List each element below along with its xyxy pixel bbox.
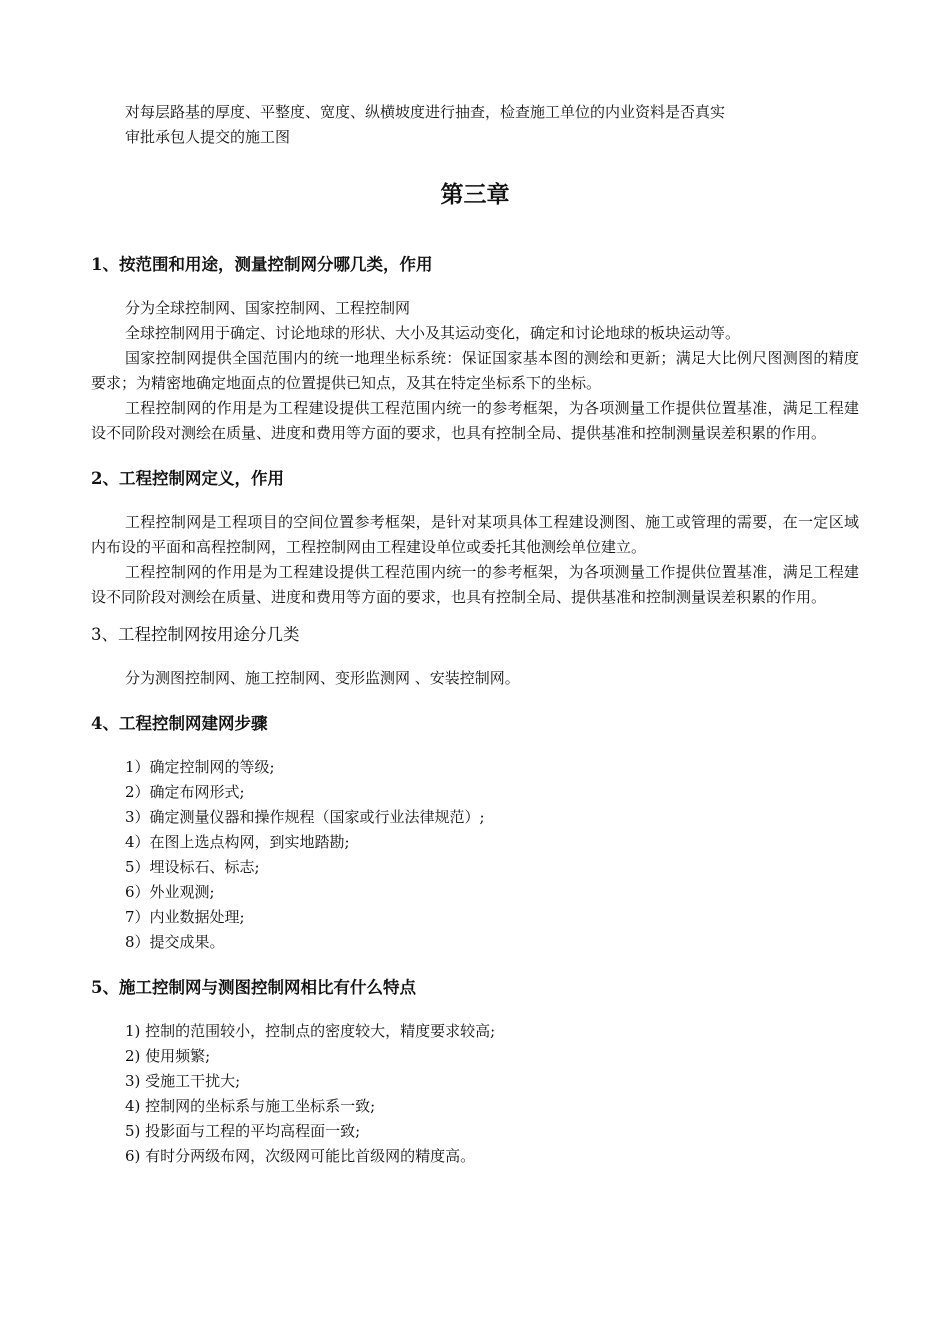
chapter-title: 第三章 <box>440 181 510 208</box>
intro-line: 对每层路基的厚度、平整度、宽度、纵横坡度进行抽查，检查施工单位的内业资料是否真实 <box>125 103 726 121</box>
section-title: 3、工程控制网按用途分几类 <box>91 625 300 644</box>
list-item: 6）外业观测; <box>125 883 215 901</box>
section-title: 5、施工控制网与测图控制网相比有什么特点 <box>91 978 416 997</box>
features-list <box>91 1019 859 1169</box>
paragraph: 分为测图控制网、施工控制网、变形监测网 、安装控制网。 <box>125 669 520 687</box>
list-item: 4) 控制网的坐标系与施工坐标系一致; <box>125 1097 376 1115</box>
intro-line: 审批承包人提交的施工图 <box>125 128 291 146</box>
list-item: 8）提交成果。 <box>125 933 225 951</box>
section-title: 1、按范围和用途，测量控制网分哪几类，作用 <box>91 255 433 274</box>
paragraph: 全球控制网用于确定、讨论地球的形状、大小及其运动变化，确定和讨论地球的板块运动等。 <box>125 324 741 342</box>
list-item: 2) 使用频繁; <box>125 1047 211 1065</box>
list-item: 4）在图上选点构网，到实地踏勘; <box>125 833 350 851</box>
section-1 <box>91 252 859 446</box>
section-title: 4、工程控制网建网步骤 <box>91 714 268 733</box>
paragraph: 工程控制网的作用是为工程建设提供工程范围内统一的参考框架，为各项测量工作提供位置基准，满足工程建设不同阶段对测绘在质量、进度和费用等方面的要求，也具有控制全局、提供基准和控制测量误差积累的作用。 <box>91 563 859 606</box>
list-item: 6) 有时分两级布网，次级网可能比首级网的精度高。 <box>125 1147 476 1165</box>
list-item: 5）埋设标石、标志; <box>125 858 260 876</box>
list-item: 2）确定布网形式; <box>125 783 245 801</box>
paragraph: 工程控制网的作用是为工程建设提供工程范围内统一的参考框架，为各项测量工作提供位置基准，满足工程建设不同阶段对测绘在质量、进度和费用等方面的要求，也具有控制全局、提供基准和控制测量误差积累的作用。 <box>91 399 859 442</box>
section-5 <box>91 975 859 1169</box>
paragraph: 分为全球控制网、国家控制网、工程控制网 <box>125 299 411 317</box>
paragraph: 国家控制网提供全国范围内的统一地理坐标系统：保证国家基本图的测绘和更新；满足大比例尺图测图的精度要求；为精密地确定地面点的位置提供已知点，及其在特定坐标系下的坐标。 <box>91 349 859 392</box>
document-content <box>91 100 859 1189</box>
list-item: 3) 受施工干扰大; <box>125 1072 241 1090</box>
list-item: 7）内业数据处理; <box>125 908 245 926</box>
section-title: 2、工程控制网定义，作用 <box>91 469 284 488</box>
list-item: 1) 控制的范围较小，控制点的密度较大，精度要求较高; <box>125 1022 496 1040</box>
section-4 <box>91 711 859 955</box>
list-item: 1）确定控制网的等级; <box>125 758 275 776</box>
steps-list <box>91 755 859 955</box>
intro-block <box>91 100 859 150</box>
list-item: 5) 投影面与工程的平均高程面一致; <box>125 1122 361 1140</box>
list-item: 3）确定测量仪器和操作规程（国家或行业法律规范）; <box>125 808 485 826</box>
paragraph: 工程控制网是工程项目的空间位置参考框架，是针对某项具体工程建设测图、施工或管理的需要，在一定区域内布设的平面和高程控制网，工程控制网由工程建设单位或委托其他测绘单位建立。 <box>91 513 859 556</box>
section-3 <box>91 622 859 691</box>
section-2 <box>91 466 859 610</box>
